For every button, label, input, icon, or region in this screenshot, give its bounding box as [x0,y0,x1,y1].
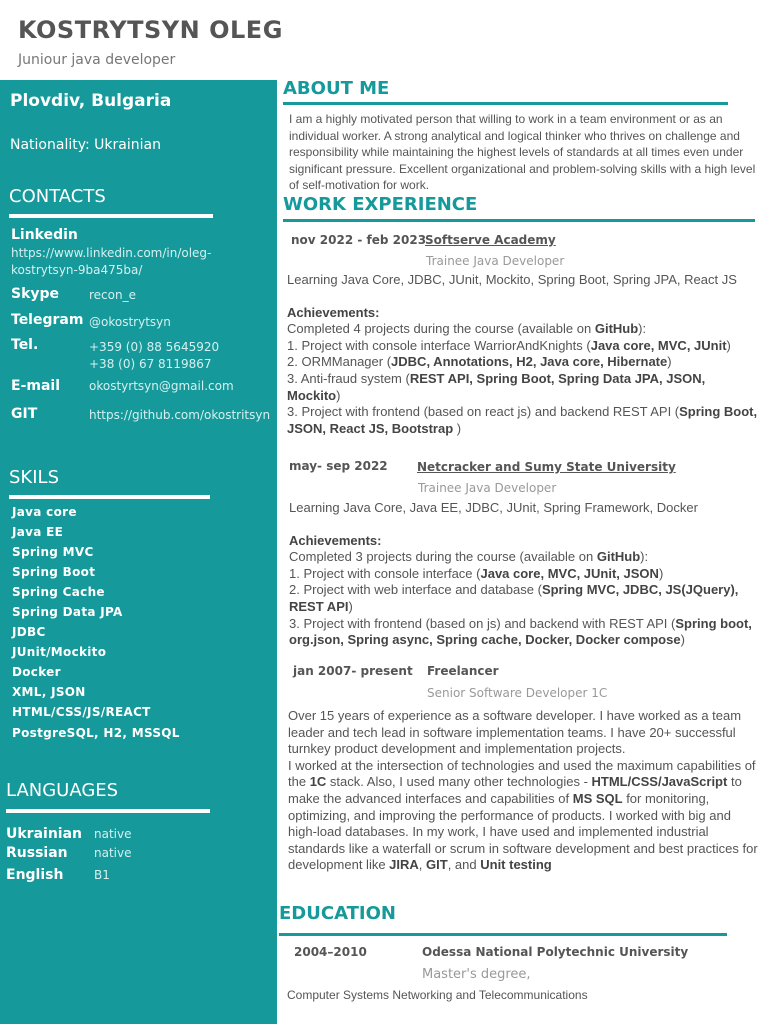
achievement-item-cont: Mockito) [287,387,341,403]
git-label: GIT [11,406,38,422]
achievement-item: 1. Project with console interface WarriorAndKnights (Java core, MVC, JUnit) [287,337,731,353]
skill-item: HTML/CSS/JS/REACT [12,705,151,719]
job-org[interactable]: Softserve Academy [425,233,556,247]
about-line: responsibility while maintaining the highest levels of standards at all times even under [289,145,744,159]
achievement-item-cont: JSON, React JS, Bootstrap ) [287,420,462,436]
language-level: native [94,846,132,860]
achievements-intro: Completed 3 projects during the course (available on GitHub): [289,549,649,565]
language-level: B1 [94,868,110,882]
education-degree: Master's degree, [422,967,531,982]
about-text [289,111,759,194]
email-label: E-mail [11,378,61,394]
desc-line: high-load databases. In my work, I have used and implemented industrial [288,824,709,840]
job-description [289,500,764,649]
education-heading: EDUCATION [279,903,396,924]
skill-item: Java core [12,505,77,519]
education-divider [279,933,727,936]
city: Plovdiv, Bulgaria [10,91,172,111]
about-line: of self-motivation for work. [289,178,430,192]
tel-value-1[interactable]: +359 (0) 88 5645920 [89,340,220,354]
languages-heading: LANGUAGES [6,780,119,801]
about-line: significant pressure. Excellent organizational and problem-solving skills with a high level [289,161,756,176]
about-divider [283,102,728,105]
tel-label: Tel. [11,337,39,353]
education-field: Computer Systems Networking and Telecommunications [287,988,588,1002]
desc-line: Over 15 years of experience as a software developer. I have worked as a team [288,708,742,723]
contacts-divider [9,214,213,218]
telegram-value[interactable]: @okostrytsyn [89,315,171,329]
job-position: Trainee Java Developer [418,481,557,495]
nationality: Nationality: Ukrainian [10,137,161,153]
achievements-intro: Completed 4 projects during the course (available on GitHub): [287,321,647,337]
skill-item: PostgreSQL, H2, MSSQL [12,726,180,740]
job-date: may- sep 2022 [289,459,388,473]
achievement-item: 3. Project with frontend (based on react js) and backend REST API (Spring Boot, [287,404,758,420]
linkedin-url-line1: https://www.linkedin.com/in/oleg- [11,246,212,260]
achievement-item-cont: org.json, Spring async, Spring cache, Docker, Docker compose) [289,632,685,648]
job-description [287,272,762,437]
language-level: native [94,827,132,841]
skill-item: Spring Cache [12,585,105,599]
achievement-item: 3. Project with frontend (based on js) and backend with REST API (Spring boot, [289,615,752,631]
desc-line: development like JIRA, GIT, and Unit testing [288,857,552,873]
email-link[interactable]: okostyrtsyn@gmail.com [89,379,234,393]
linkedin-url-line2: kostrytsyn-9ba475ba/ [11,263,143,277]
job-position: Trainee Java Developer [426,254,565,268]
languages-divider [6,809,210,813]
job-title: Juniour java developer [18,52,176,68]
skype-value: recon_e [89,288,136,302]
desc-line: make the advanced interfaces and capabilities of MS SQL for monitoring, [288,790,710,806]
git-link[interactable]: https://github.com/okostritsyn [89,408,271,422]
job-position: Senior Software Developer 1C [427,686,608,700]
desc-line: turnkey product development and implementation projects. [288,741,626,757]
about-heading: ABOUT ME [283,78,390,99]
job-org: Freelancer [427,664,499,678]
achievement-item: 2. Project with web interface and database (Spring MVC, JDBC, JS(JQuery), [289,582,739,598]
job-date: nov 2022 - feb 2023 [291,233,427,247]
achievement-item: 3. Anti-fraud system (REST API, Spring Boot, Spring Data JPA, JSON, [287,370,706,386]
contacts-heading: CONTACTS [9,186,106,207]
achievements-label: Achievements: [287,304,380,320]
skill-item: Spring MVC [12,545,94,559]
about-line: I am a highly motivated person that willing to work in a team environment or as an [289,112,723,126]
skill-item: JDBC [12,625,46,639]
skill-item: JUnit/Mockito [12,645,107,659]
skype-label: Skype [11,286,60,302]
desc-line: the 1C stack. Also, I used many other technologies - HTML/CSS/JavaScript to [288,774,742,790]
language-name: Ukrainian [6,826,83,842]
desc-line: leader and tech lead in software implementation teams. I have 20+ successful [288,724,736,740]
education-institution: Odessa National Polytechnic University [422,945,689,959]
linkedin-link[interactable] [11,245,211,279]
work-heading: WORK EXPERIENCE [283,194,478,215]
full-name: KOSTRYTSYN OLEG [18,16,283,44]
achievements-label: Achievements: [289,532,382,548]
skill-item: XML, JSON [12,685,86,699]
skills-heading: SKILS [9,467,59,488]
job-org[interactable]: Netcracker and Sumy State University [417,460,676,474]
achievement-item: 2. ORMManager (JDBC, Annotations, H2, Java core, Hibernate) [287,354,672,370]
desc-line: standards like a waterfall or scrum in software development and best practices for [288,840,758,856]
job-learning: Learning Java Core, Java EE, JDBC, JUnit, Spring Framework, Docker [289,500,698,515]
desc-line: I worked at the intersection of technologies and used the maximum capabilities of [288,757,756,773]
achievement-item: 1. Project with console interface (Java core, MVC, JUnit, JSON) [289,565,664,581]
about-line: individual worker. A strong analytical and logical thinker who thrives on challenge and [289,128,740,143]
skill-item: Spring Data JPA [12,605,123,619]
work-divider [283,219,755,222]
skill-item: Java EE [12,525,64,539]
achievement-item-cont: REST API) [289,598,353,614]
linkedin-label: Linkedin [11,227,78,243]
telegram-label: Telegram [11,312,84,328]
skill-item: Docker [12,665,61,679]
tel-value-2[interactable]: +38 (0) 67 8119867 [89,357,212,371]
education-years: 2004–2010 [294,945,367,959]
job-description [288,708,763,874]
job-date: jan 2007- present [293,664,413,678]
skills-divider [9,495,210,499]
language-name: Russian [6,845,68,861]
skill-item: Spring Boot [12,565,96,579]
job-learning: Learning Java Core, JDBC, JUnit, Mockito, Spring Boot, Spring JPA, React JS [287,272,737,287]
sidebar [0,80,277,1024]
desc-line: optimizing, and improving the performance of products. I worked with big and [288,807,731,823]
language-name: English [6,867,64,883]
